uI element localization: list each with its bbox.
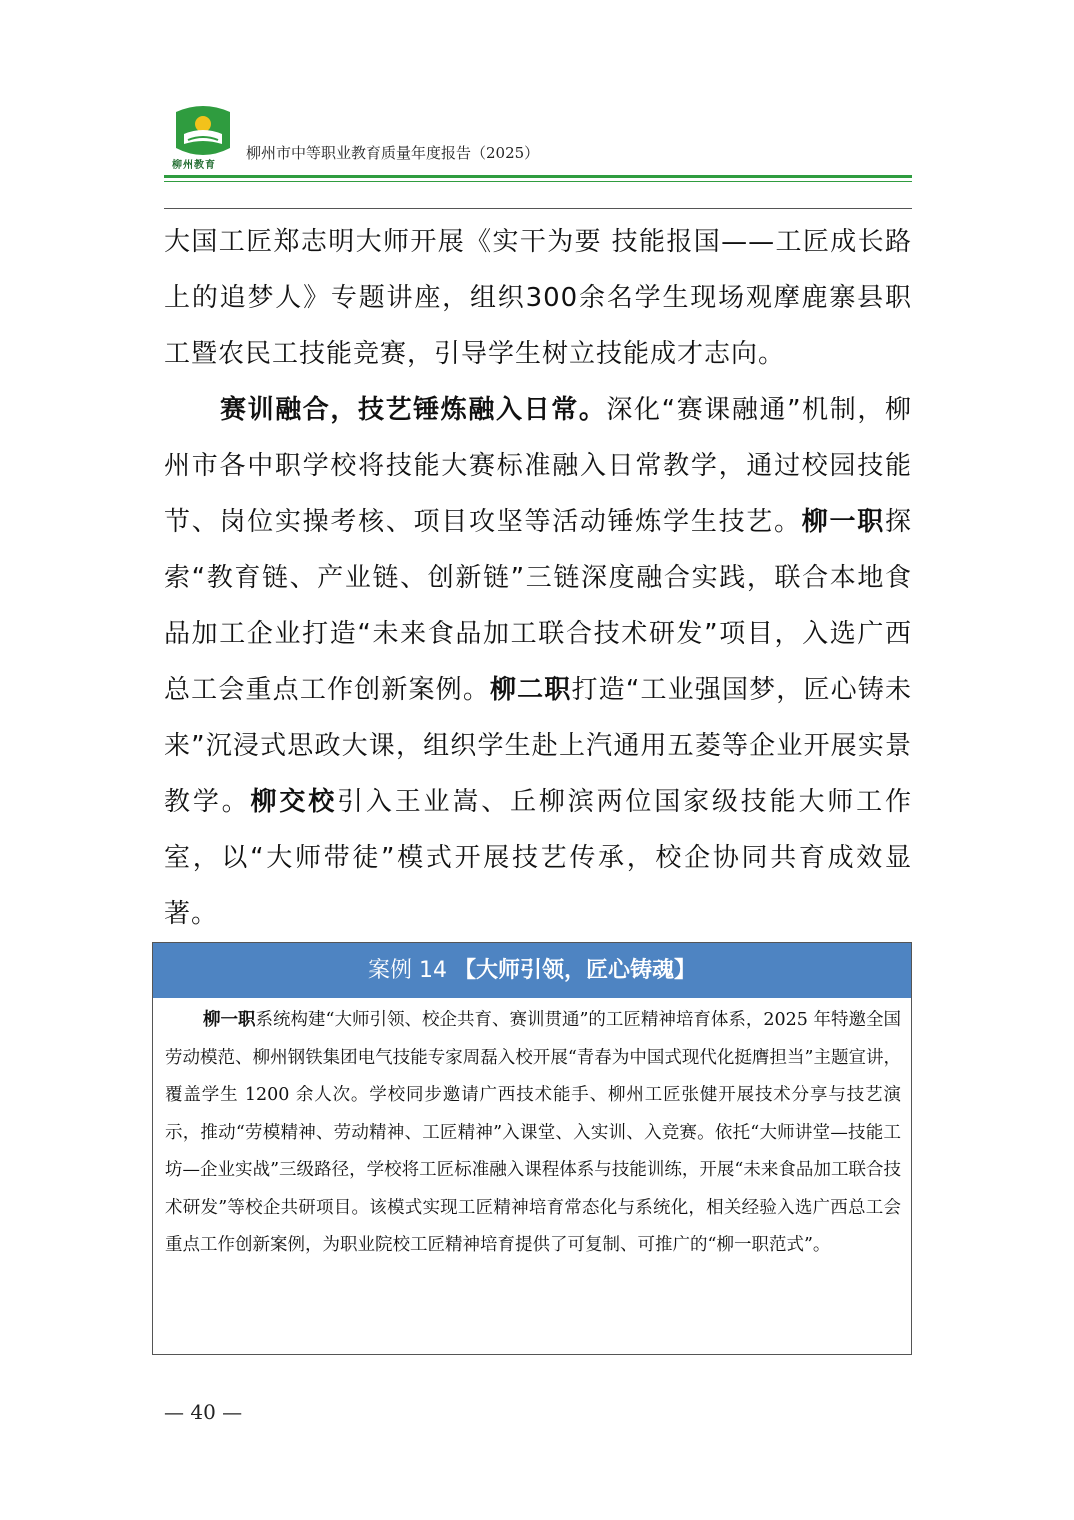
paragraph-2-text-b: 探索“教育链、产业链、创新链”三链深度融合实践，联合本地食品加工企业打造“未来食品加工联合技术研发”项目，入选广西总工会重点工作创新案例。 (164, 507, 912, 705)
school-name-1: 柳一职 (801, 507, 885, 537)
header-rule-thin (164, 181, 912, 182)
school-name-3: 柳交校 (250, 787, 338, 817)
logo-text: 柳州教育 (172, 160, 216, 171)
paragraph-2-lead: 赛训融合，技艺锤炼融入日常。 (220, 395, 607, 425)
case-header (153, 943, 911, 998)
paragraph-2 (164, 382, 912, 942)
case-body (153, 998, 911, 1265)
case-label: 案例 14 (367, 958, 447, 983)
case-title: 【大师引领，匠心铸魂】 (453, 958, 696, 983)
main-content (164, 214, 912, 942)
paragraph-2-text-a: 深化“赛课融通”机制，柳州市各中职学校将技能大赛标准融入日常教学，通过校园技能节、岗位实操考核、项目攻坚等活动锤炼学生技艺。 (164, 395, 912, 537)
page-header (164, 100, 912, 182)
paragraph-2-text-c: 打造“工业强国梦，匠心铸未来”沉浸式思政大课，组织学生赴上汽通用五菱等企业开展实景教学。 (164, 675, 912, 817)
page-number: — 40 — (164, 1400, 243, 1424)
header-rule-thick (164, 175, 912, 178)
case-text: 系统构建“大师引领、校企共育、赛训贯通”的工匠精神培育体系，2025 年特邀全国劳动模范、柳州钢铁集团电气技能专家周磊入校开展“青春为中国式现代化挺膺担当”主题宣讲，覆盖学生 1200 余人次。学校同步邀请广西技术能手、柳州工匠张健开展技术分享与技艺演示，推动“劳模精神、劳动精神、工匠精神”入课堂、入实训、入竞赛。依托“大师讲堂—技能工坊—企业实战”三级路径，学校将工匠标准融入课程体系与技能训练，开展“未来食品加工联合技术研发”等校企共研项目。该模式实现工匠精神培育常态化与系统化，相关经验入选广西总工会重点工作创新案例，为职业院校工匠精神培育提供了可复制、可推广的“柳一职范式”。 (165, 1010, 901, 1255)
top-divider (164, 208, 912, 209)
report-title: 柳州市中等职业教育质量年度报告（2025） (246, 144, 540, 162)
paragraph-2-text-d: 引入王业嵩、丘柳滨两位国家级技能大师工作室，以“大师带徒”模式开展技艺传承，校企协同共育成效显著。 (164, 787, 912, 929)
case-box (152, 942, 912, 1355)
case-lead: 柳一职 (203, 1010, 256, 1030)
school-name-2: 柳二职 (490, 675, 572, 705)
case-paragraph (165, 1002, 901, 1265)
paragraph-1: 大国工匠郑志明大师开展《实干为要 技能报国——工匠成长路上的追梦人》专题讲座，组织300余名学生现场观摩鹿寨县职工暨农民工技能竞赛，引导学生树立技能成才志向。 (164, 227, 912, 369)
